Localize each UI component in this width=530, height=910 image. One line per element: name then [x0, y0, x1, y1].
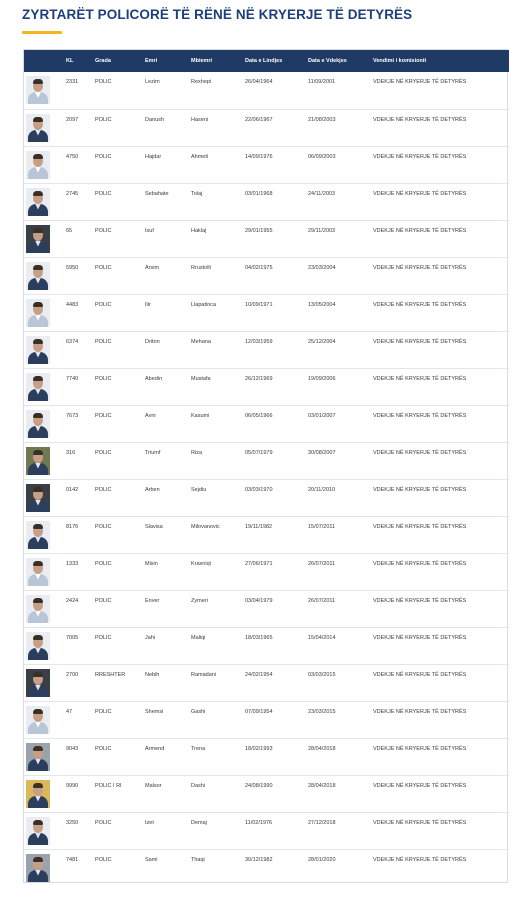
cell-emri: Arben — [145, 486, 160, 493]
cell-kl: 2424 — [66, 597, 79, 604]
officer-photo — [26, 817, 50, 845]
cell-kl: 1333 — [66, 560, 79, 567]
officer-photo — [26, 410, 50, 438]
photo-cell — [24, 294, 60, 331]
cell-vendimi: VDEKJE NË KRYERJE TË DETYRËS — [373, 671, 467, 678]
cell-vendimi: VDEKJE NË KRYERJE TË DETYRËS — [373, 560, 467, 567]
cell-mbiemri: Tolaj — [191, 190, 203, 197]
table-row — [24, 701, 509, 738]
cell-mbiemri: Milovanovic — [191, 523, 220, 530]
cell-mbiemri: Demaj — [191, 819, 207, 826]
cell-grada: POLIC — [95, 190, 112, 197]
header-emri[interactable]: Emri — [145, 58, 158, 64]
cell-emri: Avni — [145, 412, 156, 419]
officer-photo — [26, 558, 50, 586]
table-row — [24, 220, 509, 257]
cell-vendimi: VDEKJE NË KRYERJE TË DETYRËS — [373, 264, 467, 271]
table-row — [24, 368, 509, 405]
cell-data-vdekjes: 28/04/2018 — [308, 782, 336, 789]
cell-mbiemri: Thaqi — [191, 856, 205, 863]
cell-mbiemri: Mehana — [191, 338, 211, 345]
cell-data-vdekjes: 15/07/2011 — [308, 523, 336, 530]
table-row — [24, 72, 509, 109]
cell-kl: 47 — [66, 708, 73, 715]
cell-kl: 3250 — [66, 819, 79, 826]
cell-data-vdekjes: 23/03/2004 — [308, 264, 336, 271]
cell-data-vdekjes: 13/05/2004 — [308, 301, 336, 308]
cell-emri: Enver — [145, 597, 160, 604]
cell-grada: POLIC — [95, 486, 112, 493]
officer-photo — [26, 225, 50, 253]
cell-data-vdekjes: 27/12/2018 — [308, 819, 336, 826]
photo-cell — [24, 553, 60, 590]
cell-kl: 7740 — [66, 375, 79, 382]
cell-mbiemri: Rexhepi — [191, 79, 212, 85]
cell-grada: POLIC — [95, 116, 112, 123]
table-row — [24, 479, 509, 516]
table-row — [24, 331, 509, 368]
cell-vendimi: VDEKJE NË KRYERJE TË DETYRËS — [373, 301, 467, 308]
cell-grada: POLIC — [95, 819, 112, 826]
cell-mbiemri: Rrustolli — [191, 264, 211, 271]
officer-photo — [26, 188, 50, 216]
table-row — [24, 183, 509, 220]
cell-vendimi: VDEKJE NË KRYERJE TË DETYRËS — [373, 486, 467, 493]
officer-photo — [26, 262, 50, 290]
cell-grada: POLIC — [95, 449, 112, 456]
cell-kl: 5950 — [66, 264, 79, 271]
photo-cell — [24, 405, 60, 442]
cell-vendimi: VDEKJE NË KRYERJE TË DETYRËS — [373, 375, 467, 382]
cell-vendimi: VDEKJE NË KRYERJE TË DETYRËS — [373, 449, 467, 456]
cell-emri: Arsim — [145, 264, 160, 271]
table-row — [24, 257, 509, 294]
photo-cell — [24, 368, 60, 405]
cell-vendimi: VDEKJE NË KRYERJE TË DETYRËS — [373, 412, 467, 419]
cell-data-lindjes: 03/01/1968 — [245, 190, 273, 197]
cell-vendimi: VDEKJE NË KRYERJE TË DETYRËS — [373, 856, 467, 863]
cell-kl: 9990 — [66, 782, 79, 789]
cell-kl: 2097 — [66, 116, 79, 123]
cell-data-vdekjes: 03/03/2015 — [308, 671, 336, 678]
photo-cell — [24, 442, 60, 479]
photo-cell — [24, 257, 60, 294]
title-underline — [22, 31, 62, 34]
cell-data-lindjes: 03/04/1979 — [245, 597, 273, 604]
officer-photo — [26, 632, 50, 660]
table-header-row — [24, 50, 509, 72]
cell-data-vdekjes: 06/09/2003 — [308, 153, 336, 160]
cell-data-vdekjes: 26/07/2011 — [308, 597, 336, 604]
cell-data-lindjes: 03/03/1970 — [245, 486, 273, 493]
officer-photo — [26, 336, 50, 364]
cell-kl: 6374 — [66, 338, 79, 345]
cell-grada: POLIC — [95, 708, 112, 715]
table-row — [24, 627, 509, 664]
cell-emri: Misin — [145, 560, 158, 567]
cell-vendimi: VDEKJE NË KRYERJE TË DETYRËS — [373, 745, 467, 752]
cell-emri: Nebih — [145, 671, 160, 678]
officer-photo — [26, 780, 50, 808]
cell-mbiemri: Mustafa — [191, 375, 211, 382]
cell-emri: Hajdar — [145, 153, 162, 160]
table-row — [24, 442, 509, 479]
cell-emri: Izet — [145, 819, 154, 826]
cell-mbiemri: Maliqi — [191, 634, 206, 641]
officer-photo — [26, 114, 50, 142]
cell-data-lindjes: 12/03/1959 — [245, 338, 273, 345]
cell-vendimi: VDEKJE NË KRYERJE TË DETYRËS — [373, 634, 467, 641]
officer-photo — [26, 743, 50, 771]
cell-mbiemri: Trena — [191, 745, 206, 752]
cell-data-lindjes: 22/06/1967 — [245, 116, 273, 123]
cell-kl: 65 — [66, 227, 73, 234]
cell-emri: Sebahate — [145, 190, 169, 197]
cell-grada: POLIC — [95, 523, 112, 530]
cell-mbiemri: Sejdiu — [191, 486, 207, 493]
officer-photo — [26, 373, 50, 401]
header-grada[interactable]: Grada — [95, 58, 111, 64]
cell-data-lindjes: 29/01/1955 — [245, 227, 273, 234]
photo-cell — [24, 701, 60, 738]
cell-mbiemri: Ahmeti — [191, 153, 209, 160]
cell-kl: 9043 — [66, 745, 79, 752]
cell-kl: 4750 — [66, 153, 79, 160]
cell-vendimi: VDEKJE NË KRYERJE TË DETYRËS — [373, 153, 467, 160]
cell-emri: Danush — [145, 116, 164, 123]
cell-data-lindjes: 24/02/1954 — [245, 671, 273, 678]
cell-mbiemri: Llapatinca — [191, 301, 217, 308]
cell-emri: Ilir — [145, 301, 151, 308]
table-row — [24, 849, 509, 886]
photo-cell — [24, 664, 60, 701]
cell-kl: 7481 — [66, 856, 79, 863]
cell-data-vdekjes: 03/01/2007 — [308, 412, 336, 419]
cell-grada: POLIC — [95, 634, 112, 641]
cell-mbiemri: Krasniqi — [191, 560, 211, 567]
cell-data-vdekjes: 29/11/2003 — [308, 227, 336, 234]
cell-emri: Armend — [145, 745, 165, 752]
cell-vendimi: VDEKJE NË KRYERJE TË DETYRËS — [373, 227, 467, 234]
officer-photo — [26, 521, 50, 549]
table-row — [24, 738, 509, 775]
cell-data-lindjes: 30/12/1982 — [245, 856, 273, 863]
cell-grada: POLIC — [95, 153, 112, 160]
cell-data-vdekjes: 19/09/2006 — [308, 375, 336, 382]
cell-kl: 8176 — [66, 523, 79, 530]
photo-cell — [24, 146, 60, 183]
cell-grada: POLIC — [95, 227, 112, 234]
cell-vendimi: VDEKJE NË KRYERJE TË DETYRËS — [373, 190, 467, 197]
cell-data-lindjes: 18/03/1965 — [245, 634, 273, 641]
header-mbiemri[interactable]: Mbiemri — [191, 58, 213, 64]
photo-cell — [24, 590, 60, 627]
photo-cell — [24, 849, 60, 886]
page-title: ZYRTARËT POLICORË TË RËNË NË KRYERJE TË DETYRËS — [22, 7, 413, 22]
cell-data-vdekjes: 11/09/2001 — [308, 79, 336, 85]
cell-data-lindjes: 04/02/1975 — [245, 264, 273, 271]
cell-emri: Shemsi — [145, 708, 164, 715]
cell-mbiemri: Gashi — [191, 708, 206, 715]
cell-emri: Lezim — [145, 79, 160, 85]
photo-cell — [24, 775, 60, 812]
table-row — [24, 146, 509, 183]
cell-data-vdekjes: 30/08/2007 — [308, 449, 336, 456]
cell-grada: POLIC — [95, 264, 112, 271]
table-row — [24, 516, 509, 553]
photo-cell — [24, 627, 60, 664]
photo-cell — [24, 516, 60, 553]
cell-data-lindjes: 27/06/1971 — [245, 560, 273, 567]
cell-mbiemri: Dashi — [191, 782, 206, 789]
officer-photo — [26, 76, 50, 104]
officer-photo — [26, 595, 50, 623]
photo-cell — [24, 812, 60, 849]
header-vendimi[interactable]: Vendimi i komisionit — [373, 58, 427, 64]
cell-emri: Sami — [145, 856, 158, 863]
cell-data-vdekjes: 20/11/2010 — [308, 486, 336, 493]
cell-vendimi: VDEKJE NË KRYERJE TË DETYRËS — [373, 819, 467, 826]
cell-data-lindjes: 18/02/1993 — [245, 745, 273, 752]
photo-cell — [24, 72, 60, 109]
photo-cell — [24, 331, 60, 368]
cell-kl: 316 — [66, 449, 76, 456]
cell-emri: Malsor — [145, 782, 162, 789]
officer-photo — [26, 669, 50, 697]
cell-grada: POLIC I RI — [95, 782, 122, 789]
cell-vendimi: VDEKJE NË KRYERJE TË DETYRËS — [373, 597, 467, 604]
table-row — [24, 553, 509, 590]
officer-photo — [26, 151, 50, 179]
cell-mbiemri: Kasumi — [191, 412, 210, 419]
cell-grada: POLIC — [95, 597, 112, 604]
table-row — [24, 405, 509, 442]
cell-data-lindjes: 14/09/1976 — [245, 153, 273, 160]
cell-grada: POLIC — [95, 375, 112, 382]
cell-data-lindjes: 26/04/1964 — [245, 79, 273, 85]
cell-data-vdekjes: 28/04/2018 — [308, 745, 336, 752]
cell-emri: Driton — [145, 338, 160, 345]
cell-data-vdekjes: 23/03/2015 — [308, 708, 336, 715]
photo-cell — [24, 220, 60, 257]
officers-table-container — [23, 49, 508, 883]
table-row — [24, 109, 509, 146]
table-row — [24, 664, 509, 701]
cell-grada: POLIC — [95, 560, 112, 567]
header-kl[interactable]: KL — [66, 58, 74, 64]
cell-kl: 2745 — [66, 190, 79, 197]
cell-vendimi: VDEKJE NË KRYERJE TË DETYRËS — [373, 782, 467, 789]
cell-kl: 7005 — [66, 634, 79, 641]
cell-data-vdekjes: 15/04/2014 — [308, 634, 336, 641]
cell-vendimi: VDEKJE NË KRYERJE TË DETYRËS — [373, 708, 467, 715]
cell-mbiemri: Haseni — [191, 116, 209, 123]
cell-grada: RRESHTER — [95, 671, 126, 678]
cell-data-lindjes: 06/05/1966 — [245, 412, 273, 419]
cell-grada: POLIC — [95, 745, 112, 752]
officer-photo — [26, 484, 50, 512]
photo-cell — [24, 109, 60, 146]
officers-table — [24, 50, 509, 886]
cell-mbiemri: Riza — [191, 449, 203, 456]
cell-mbiemri: Zymeri — [191, 597, 208, 604]
cell-vendimi: VDEKJE NË KRYERJE TË DETYRËS — [373, 338, 467, 345]
cell-emri: Abedin — [145, 375, 163, 382]
cell-emri: Isuf — [145, 227, 154, 234]
cell-grada: POLIC — [95, 412, 112, 419]
cell-kl: 2700 — [66, 671, 79, 678]
cell-data-lindjes: 24/08/1990 — [245, 782, 273, 789]
cell-vendimi: VDEKJE NË KRYERJE TË DETYRËS — [373, 116, 467, 123]
officer-photo — [26, 447, 50, 475]
officer-photo — [26, 299, 50, 327]
cell-grada: POLIC — [95, 856, 112, 863]
cell-kl: 0142 — [66, 486, 79, 493]
cell-data-lindjes: 19/11/1982 — [245, 523, 273, 530]
photo-cell — [24, 738, 60, 775]
cell-emri: Triumf — [145, 449, 161, 456]
table-row — [24, 590, 509, 627]
header-data-lindjes[interactable]: Data e Lindjes — [245, 58, 283, 64]
cell-data-lindjes: 11/02/1976 — [245, 819, 273, 826]
cell-mbiemri: Haklaj — [191, 227, 207, 234]
photo-cell — [24, 183, 60, 220]
cell-mbiemri: Ramadani — [191, 671, 217, 678]
cell-emri: Slavisa — [145, 523, 163, 530]
cell-data-lindjes: 10/09/1971 — [245, 301, 273, 308]
cell-kl: 2331 — [66, 79, 79, 85]
table-row — [24, 812, 509, 849]
cell-grada: POLIC — [95, 338, 112, 345]
cell-data-lindjes: 07/09/1954 — [245, 708, 273, 715]
cell-data-lindjes: 26/12/1969 — [245, 375, 273, 382]
cell-grada: POLIC — [95, 301, 112, 308]
cell-kl: 7673 — [66, 412, 79, 419]
header-data-vdekjes[interactable]: Data e Vdekjes — [308, 58, 347, 64]
photo-cell — [24, 479, 60, 516]
cell-data-lindjes: 05/07/1979 — [245, 449, 273, 456]
cell-data-vdekjes: 28/01/2020 — [308, 856, 336, 863]
header-photo — [24, 50, 60, 72]
cell-data-vdekjes: 26/07/2011 — [308, 560, 336, 567]
cell-data-vdekjes: 24/11/2003 — [308, 190, 336, 197]
cell-data-vdekjes: 21/08/2003 — [308, 116, 336, 123]
officer-photo — [26, 854, 50, 882]
cell-grada: POLIC — [95, 79, 112, 85]
cell-vendimi: VDEKJE NË KRYERJE TË DETYRËS — [373, 79, 467, 85]
table-row — [24, 294, 509, 331]
cell-emri: Jahi — [145, 634, 156, 641]
cell-kl: 4483 — [66, 301, 79, 308]
officer-photo — [26, 706, 50, 734]
table-row — [24, 775, 509, 812]
cell-data-vdekjes: 25/12/2004 — [308, 338, 336, 345]
cell-vendimi: VDEKJE NË KRYERJE TË DETYRËS — [373, 523, 467, 530]
table-body — [24, 72, 509, 886]
